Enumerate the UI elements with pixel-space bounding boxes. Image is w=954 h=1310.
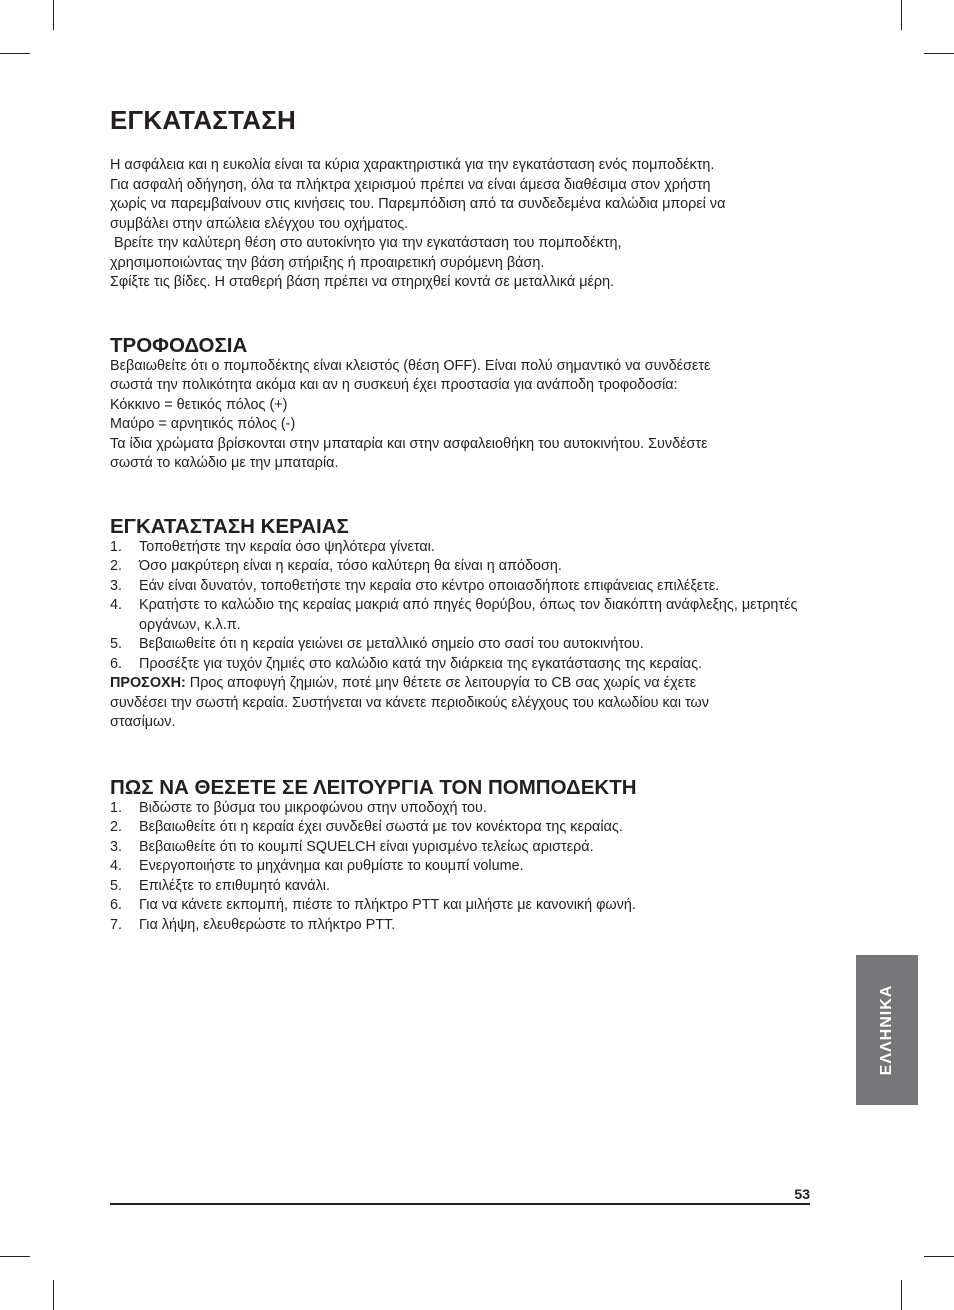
item-text: Κρατήστε το καλώδιο της κεραίας μακριά από πηγές θορύβου, όπως τον διακόπτη ανάφλεξης, μετρητές οργάνων, κ.λ.π.: [139, 597, 798, 633]
warning-line: συνδέσει την σωστή κεραία. Συστήνεται να κάνετε περιοδικούς ελέγχους του καλωδίου και των: [110, 694, 709, 711]
page-content: [110, 104, 820, 935]
item-text: Βεβαιωθείτε ότι η κεραία γειώνει σε μεταλλικό σημείο στο σασί του αυτοκινήτου.: [139, 636, 644, 652]
operation-heading: ΠΩΣ ΝΑ ΘΕΣΕΤΕ ΣΕ ΛΕΙΤΟΥΡΓΙΑ ΤΟΝ ΠΟΜΠΟΔΕΚΤΗ: [110, 775, 637, 799]
item-number: 2.: [110, 558, 123, 574]
list-item: [110, 577, 820, 597]
power-line: Βεβαιωθείτε ότι ο πομποδέκτης είναι κλειστός (θέση OFF). Είναι πολύ σημαντικό να συνδέσετε: [110, 357, 711, 374]
warning-note: [110, 674, 820, 733]
item-number: 6.: [110, 655, 123, 672]
item-number: 2.: [110, 819, 123, 835]
item-text: Επιλέξτε το επιθυμητό κανάλι.: [139, 877, 330, 894]
power-line: Τα ίδια χρώματα βρίσκονται στην μπαταρία και στην ασφαλειοθήκη του αυτοκινήτου. Συνδέστε: [110, 435, 708, 452]
list-item: [110, 857, 820, 877]
item-number: 7.: [110, 916, 123, 933]
power-line: Μαύρο = αρνητικός πόλος (-): [110, 416, 296, 432]
warning-label: ΠΡΟΣΟΧΗ:: [110, 675, 186, 691]
list-item: [110, 818, 820, 838]
list-item: [110, 538, 820, 558]
item-text: Όσο μακρύτερη είναι η κεραία, τόσο καλύτερη θα είναι η απόδοση.: [139, 558, 562, 574]
list-item: [110, 596, 820, 635]
intro-line: Βρείτε την καλύτερη θέση στο αυτοκίνητο για την εγκατάσταση του πομποδέκτη,: [110, 235, 622, 251]
item-text: Ενεργοποιήστε το μηχάνημα και ρυθμίστε το κουμπί volume.: [139, 858, 524, 874]
item-number: 4.: [110, 858, 123, 874]
power-line: σωστά το καλώδιο με την μπαταρία.: [110, 455, 339, 471]
crop-mark: [924, 1256, 954, 1257]
power-heading: ΤΡΟΦΟΔΟΣΙΑ: [110, 333, 248, 357]
item-number: 6.: [110, 897, 123, 913]
item-text: Βεβαιωθείτε ότι η κεραία έχει συνδεθεί σωστά με τον κονέκτορα της κεραίας.: [139, 819, 623, 835]
operation-steps: [110, 799, 820, 936]
language-tab: [856, 955, 918, 1105]
item-text: Για να κάνετε εκπομπή, πιέστε το πλήκτρο PTT και μιλήστε με κανονική φωνή.: [139, 897, 636, 913]
intro-line: χωρίς να παρεμβαίνουν στις κινήσεις του. Παρεμπόδιση από τα συνδεδεμένα καλώδια μπορεί να: [110, 196, 726, 212]
list-item: [110, 896, 820, 916]
page-title: ΕΓΚΑΤΑΣΤΑΣΗ: [110, 105, 297, 135]
intro-line: Για ασφαλή οδήγηση, όλα τα πλήκτρα χειρισμού πρέπει να είναι άμεσα διαθέσιμα στον χρήστη: [110, 176, 711, 193]
item-number: 3.: [110, 577, 123, 594]
power-line: Κόκκινο = θετικός πόλος (+): [110, 396, 288, 413]
list-item: [110, 557, 820, 577]
item-text: Για λήψη, ελευθερώστε το πλήκτρο PTT.: [139, 916, 396, 933]
antenna-heading: ΕΓΚΑΤΑΣΤΑΣΗ ΚΕΡΑΙΑΣ: [110, 514, 349, 538]
footer-rule: [110, 1203, 810, 1205]
crop-mark: [901, 0, 902, 30]
item-number: 1.: [110, 799, 123, 816]
operation-section: [110, 777, 820, 936]
crop-mark: [53, 0, 54, 30]
list-item: [110, 877, 820, 897]
intro-line: Η ασφάλεια και η ευκολία είναι τα κύρια χαρακτηριστικά για την εγκατάσταση ενός πομποδέκτη.: [110, 157, 715, 173]
intro-paragraph: [110, 156, 820, 293]
warning-line: στασίμων.: [110, 714, 176, 730]
item-text: Τοποθετήστε την κεραία όσο ψηλότερα γίνεται.: [139, 538, 435, 555]
item-text: Προσέξτε για τυχόν ζημιές στο καλώδιο κατά την διάρκεια της εγκατάστασης της κεραίας.: [139, 655, 703, 672]
page-number: 53: [794, 1186, 810, 1202]
crop-mark: [924, 53, 954, 54]
item-number: 3.: [110, 838, 123, 855]
list-item: [110, 916, 820, 936]
language-tab-label: ΕΛΛΗΝΙΚΑ: [878, 984, 895, 1076]
crop-mark: [0, 1256, 30, 1257]
antenna-steps: [110, 538, 820, 675]
warning-text: Προς αποφυγή ζημιών, ποτέ μην θέτετε σε λειτουργία το CB σας χωρίς να έχετε: [185, 675, 697, 691]
item-number: 5.: [110, 877, 123, 894]
list-item: [110, 635, 820, 655]
item-number: 5.: [110, 636, 123, 652]
intro-line: χρησιμοποιώντας την βάση στήριξης ή προαιρετική συρόμενη βάση.: [110, 254, 545, 271]
intro-line: συμβάλει στην απώλεια ελέγχου του οχήματος.: [110, 215, 409, 232]
power-line: σωστά την πολικότητα ακόμα και αν η συσκευή έχει προστασία για ανάποδη τροφοδοσία:: [110, 377, 678, 393]
list-item: [110, 799, 820, 819]
power-section: [110, 335, 820, 474]
item-text: Εάν είναι δυνατόν, τοποθετήστε την κεραία στο κέντρο οποιασδήποτε επιφάνειας επιλέξετε.: [139, 577, 720, 594]
list-item: [110, 838, 820, 858]
item-text: Βεβαιωθείτε ότι το κουμπί SQUELCH είναι γυρισμένο τελείως αριστερά.: [139, 838, 594, 855]
crop-mark: [901, 1280, 902, 1310]
crop-mark: [53, 1280, 54, 1310]
intro-line: Σφίξτε τις βίδες. Η σταθερή βάση πρέπει να στηριχθεί κοντά σε μεταλλικά μέρη.: [110, 274, 615, 290]
warning-line: [110, 674, 820, 694]
crop-mark: [0, 53, 30, 54]
item-text: Βιδώστε το βύσμα του μικροφώνου στην υποδοχή του.: [139, 799, 487, 816]
list-item: [110, 655, 820, 675]
item-number: 1.: [110, 538, 123, 555]
item-number: 4.: [110, 597, 123, 613]
antenna-section: [110, 516, 820, 733]
